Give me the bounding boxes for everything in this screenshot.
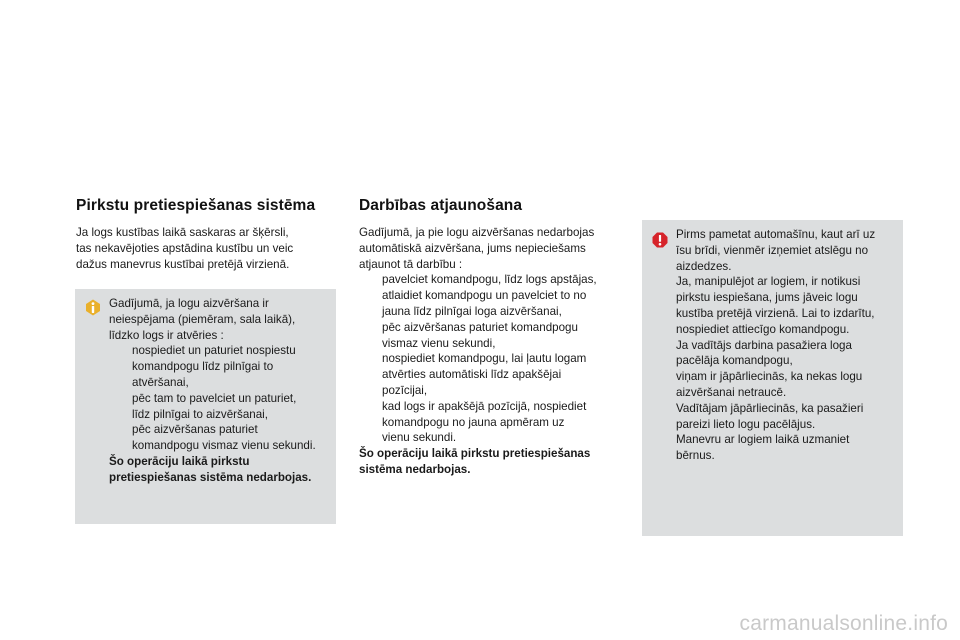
warn-line: Ja vadītājs darbina pasažiera loga [676, 338, 852, 352]
list-item [109, 422, 331, 454]
list-item-text: atvēršanai, [132, 375, 189, 389]
list-item-text: pozīcijai, [382, 383, 428, 397]
warning-box [642, 220, 903, 536]
warn-line: nospiediet attiecīgo komandpogu. [676, 322, 850, 336]
warn-line: kustība pretējā virzienā. Lai to izdarītu, [676, 306, 875, 320]
left-column [76, 197, 346, 272]
list-item-text: komandpogu no jauna apmēram uz [382, 415, 565, 429]
list-item [359, 351, 629, 398]
note-line: Šo operāciju laikā pirkstu pretiespiešanas [359, 447, 591, 461]
list-item-text: kad logs ir apakšējā pozīcijā, nospiediet [382, 399, 587, 413]
list-item [109, 343, 331, 390]
warning-box-content [676, 227, 900, 464]
warn-line: Vadītājam jāpārliecinās, ka pasažieri [676, 401, 864, 415]
list-item-text: pēc tam to pavelciet un paturiet, [132, 391, 297, 405]
intro-line: Ja logs kustības laikā saskaras ar šķērsli, [76, 226, 289, 239]
list-item-text: komandpogu vismaz vienu sekundi. [132, 439, 316, 453]
list-item-text: atvērties automātiski līdz apakšējai [382, 368, 562, 382]
warn-line: viņam ir jāpārliecinās, ka nekas logu [676, 370, 863, 384]
warn-line: īsu brīdi, vienmēr izņemiet atslēgu no [676, 243, 869, 257]
list-item [359, 272, 629, 288]
list-item-text: atlaidiet komandpogu un pavelciet to no [382, 289, 587, 303]
info-line: neiespējama (piemēram, sala laikā), [109, 312, 296, 326]
note-line: pretiespiešanas sistēma nedarbojas. [109, 470, 312, 484]
watermark: carmanualsonline.info [739, 612, 948, 635]
left-intro [76, 225, 346, 272]
list-item-text: līdz pilnīgai to aizvēršanai, [132, 407, 268, 421]
list-item [359, 288, 629, 320]
list-item-text: vismaz vienu sekundi, [382, 336, 496, 350]
warning-icon [652, 232, 668, 248]
list-item-text: pēc aizvēršanas paturiet [132, 423, 258, 437]
middle-column [359, 197, 629, 478]
list-item-text: nospiediet un paturiet nospiestu [132, 344, 296, 358]
warn-line: pacēlāja komandpogu, [676, 354, 793, 368]
list-item-text: pēc aizvēršanas paturiet komandpogu [382, 320, 578, 334]
intro-line: tas nekavējoties apstādina kustību un veic [76, 241, 294, 255]
info-icon [85, 299, 101, 316]
list-item [359, 399, 629, 446]
list-item-text: vienu sekundi. [382, 431, 457, 445]
note-line: Šo operāciju laikā pirkstu [109, 454, 250, 468]
list-item-text: pavelciet komandpogu, līdz logs apstājas, [382, 273, 597, 287]
intro-line: dažus manevrus kustībai pretējā virzienā. [76, 257, 290, 271]
section-title-finger-protection: Pirkstu pretiespiešanas sistēma [76, 197, 316, 214]
section-title-reinitialisation: Darbības atjaunošana [359, 197, 523, 214]
warn-line: Ja, manipulējot ar logiem, ir notikusi [676, 275, 861, 289]
intro-line: Gadījumā, ja pie logu aizvēršanas nedarbojas [359, 226, 595, 239]
list-item [109, 391, 331, 423]
list-item-text: nospiediet komandpogu, lai ļautu logam [382, 352, 587, 366]
middle-note-bold [359, 446, 629, 478]
info-note-bold [109, 454, 331, 486]
warn-line: pareizi lieto logu pacēlājus. [676, 417, 816, 431]
info-line: līdzko logs ir atvēries : [109, 328, 224, 342]
warn-line: Pirms pametat automašīnu, kaut arī uz [676, 228, 876, 241]
warn-line: aizvēršanai netraucē. [676, 385, 787, 399]
intro-line: automātiskā aizvēršana, jums nepieciešams [359, 241, 586, 255]
intro-line: atjaunot tā darbību : [359, 257, 463, 271]
list-item-text: komandpogu līdz pilnīgai to [132, 360, 274, 374]
info-box-content [109, 296, 331, 486]
warn-line: aizdedzes. [676, 259, 732, 273]
info-box [75, 289, 336, 524]
warn-line: Manevru ar logiem laikā uzmaniet [676, 433, 850, 447]
info-line: Gadījumā, ja logu aizvēršana ir [109, 297, 269, 310]
list-item [359, 320, 629, 352]
note-line: sistēma nedarbojas. [359, 462, 471, 476]
middle-content [359, 225, 629, 478]
warn-line: bērnus. [676, 449, 715, 463]
warn-line: pirkstu iespiešana, jums jāveic logu [676, 291, 858, 305]
list-item-text: jauna līdz pilnīgai loga aizvēršanai, [382, 304, 562, 318]
